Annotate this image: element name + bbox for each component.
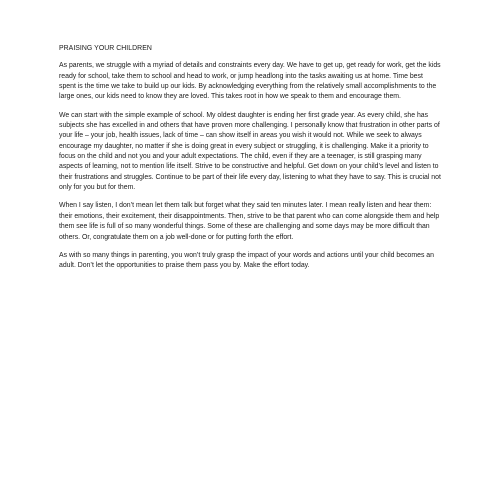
paragraph-1: As parents, we struggle with a myriad of details and constraints every day. We have to get up, get ready for work, get the kids ready for school, take them to school and head to work, or jump headlong into the tasks awaiting us at home. Time best spent is the time we take to build up our kids. By acknowledging everything from the relatively small accomplishments to the large ones, our kids need to know they are loved. This takes root in how we speak to them and encourage them. (59, 62, 441, 101)
document-body (59, 44, 441, 280)
paragraph-2: We can start with the simple example of school. My oldest daughter is ending her first grade year. As every child, she has subjects she has excelled in and others that have proven more challenging. I personally know that frustration in other parts of your life – your job, health issues, lack of time – can show itself in areas you wish it would not. While we seek to always encourage my daughter, no matter if she is doing great in every subject or struggling, it is challenging. Make it a priority to focus on the child and not you and your adult expectations. The child, even if they are a teenager, is still grasping many aspects of learning, not to mention life itself. Strive to be constructive and helpful. Get down on your child’s level and listen to their frustrations and struggles. Continue to be part of their life every day, listening to what they have to say. This is crucial not only for you but for them. (59, 111, 441, 192)
paragraph-4: As with so many things in parenting, you won’t truly grasp the impact of your words and actions until your child becomes an adult. Don’t let the opportunities to praise them pass you by. Make the effort today. (59, 251, 434, 270)
document-title: PRAISING YOUR CHILDREN (59, 45, 152, 52)
paragraph-3: When I say listen, I don’t mean let them talk but forget what they said ten minutes later. I mean really listen and hear them: their emotions, their excitement, their disappointments. Then, strive to be that parent who can come alongside them and help them see life is full of so many wonderful things. Some of these are challenging and some days may be more difficult than others. Or, congratulate them on a job well-done or for putting forth the effort. (59, 202, 440, 241)
